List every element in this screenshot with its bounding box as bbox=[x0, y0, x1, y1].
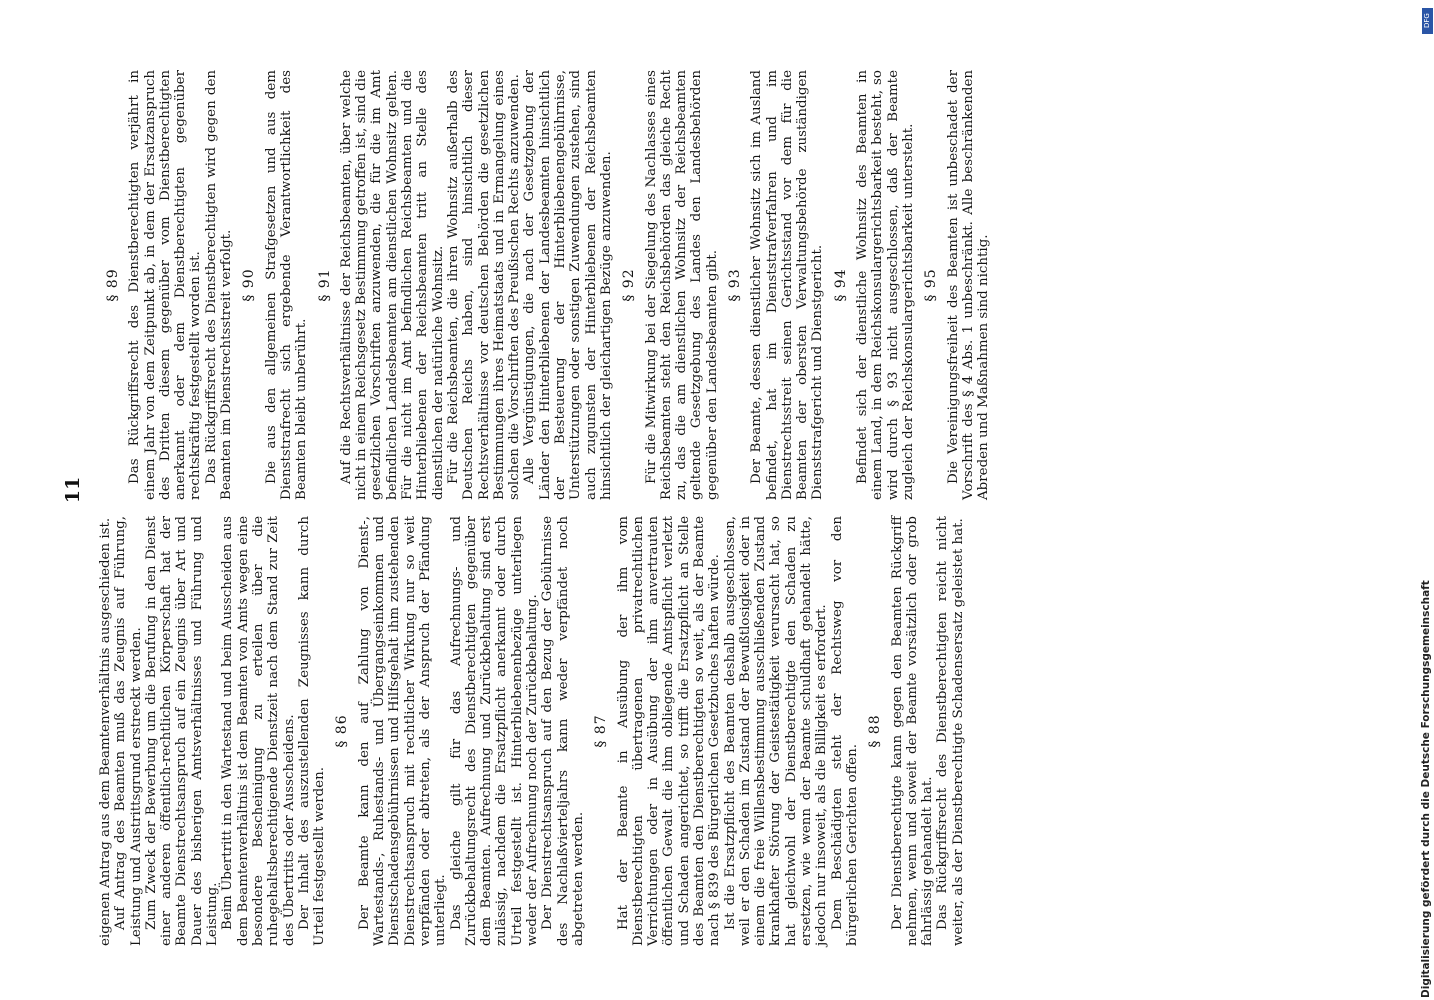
paragraph: Dem Beschädigten steht der Rechtsweg vor den bürgerlichen Gerichten offen. bbox=[829, 516, 860, 946]
page-number: 11 bbox=[62, 476, 84, 504]
paragraph: Die Vereinigungsfreiheit des Beamten ist unbeschadet der Vorschrift des § 4 Abs. 1 unbeschränkt. Alle beschränkenden Abreden und Maßnahmen sind nichtig. bbox=[945, 70, 992, 500]
digitization-notice: Digitalisierung gefördert durch die Deutsche Forschungsgemeinschaft bbox=[1420, 580, 1432, 998]
paragraph: Das Rückgriffsrecht des Dienstberechtigten verjährt in einem Jahr von dem Zeitpunkt ab, in dem der Ersatzanspruch des Dritten diesem gegenüber vom Dienstberechtigten anerkannt oder dem Dienstberechtigten gegenüber rechtskräftig festgestellt worden ist. bbox=[127, 70, 204, 500]
paragraph: Hat der Beamte in Ausübung der ihm vom Dienstberechtigten übertragenen privatrechtlichen Verrichtungen oder in Ausübung der ihm anvertrauten öffentlichen Gewalt die ihm obliegende Amtspflicht verletzt und Schaden angerichtet, so trifft die Ersatzpflicht an Stelle des Beamten den Dienstberechtigten so weit, als der Beamte nach § 839 des Bürgerlichen Gesetzbuches haften würde. bbox=[615, 516, 723, 946]
paragraph: Die aus den allgemeinen Strafgesetzen und aus dem Dienststrafrecht sich ergebende Verantwortlichkeit des Beamten bleibt unberührt. bbox=[263, 70, 310, 500]
paragraph: Der Beamte kann den auf Zahlung von Dienst-, Wartestands-, Ruhestands- und Übergangseinkommen und Dienstschadensgebührnissen und Hilfsgehalt ihm zustehenden Dienstrechtsanspruch mit rechtlicher Wirkung nur so weit verpfänden oder abtreten, als der Anspruch der Pfändung unterliegt. bbox=[356, 516, 449, 946]
section-heading-93: § 93 bbox=[726, 268, 743, 302]
middle-column bbox=[98, 70, 991, 500]
left-column bbox=[98, 516, 966, 946]
section-heading-95: § 95 bbox=[923, 268, 940, 302]
paragraph: eigenen Antrag aus dem Beamtenverhältnis ausgeschieden ist. bbox=[98, 517, 113, 946]
section-heading-89: § 89 bbox=[105, 268, 121, 302]
paragraph: Der Dienstrechtsanspruch auf den Bezug der Gebührnisse des Nachlaßvierteljahrs kann weder verpfändet noch abgetreten werden. bbox=[540, 516, 586, 946]
paragraph: Beim Übertritt in den Wartestand und beim Ausscheiden aus dem Beamtenverhältnis ist dem Beamten von Amts wegen eine besondere Bescheinigung zu erteilen über die ruhegehaltsberechtigende Dienstzeit nach dem Stand zur Zeit des Übertritts oder Ausscheidens. bbox=[220, 516, 297, 946]
paragraph: Auf die Rechtsverhältnisse der Reichsbeamten, über welche nicht in einem Reichsgesetz Bestimmung getroffen ist, sind die gesetzlichen Vorschriften anzuwenden, die für die im Amt befindlichen Landesbeamten am dienstlichen Wohnsitz gelten. Für die nicht im Amt befindlichen Reichsbeamten und die Hinterbliebenen der Reichsbeamten tritt an Stelle des dienstlichen der natürliche Wohnsitz. bbox=[338, 70, 446, 500]
paragraph: Der Dienstberechtigte kann gegen den Beamten Rückgriff nehmen, wenn und soweit der Beamte vorsätzlich oder grob fahrlässig gehandelt hat. bbox=[889, 516, 936, 946]
paragraph: Auf Antrag des Beamten muß das Zeugnis auf Führung, Leistung und Austrittsgrund erstreckt werden. bbox=[113, 516, 144, 946]
section-heading-91: § 91 bbox=[316, 268, 333, 302]
section-heading-90: § 90 bbox=[241, 268, 258, 302]
dfg-logo: DFG bbox=[1422, 8, 1433, 34]
section-heading-94: § 94 bbox=[832, 268, 849, 302]
paragraph: Ist die Ersatzpflicht des Beamten deshalb ausgeschlossen, weil er den Schaden im Zustand der Bewußtlosigkeit oder in einem die freie Willensbestimmung ausschließenden Zustand krankhafter Störung der Geistestätigkeit verursacht hat, so hat gleichwohl der Dienstberechtigte den Schaden zu ersetzen, wie wenn der Beamte schuldhaft gehandelt hätte, jedoch nur insoweit, als die Billigkeit es erfordert. bbox=[722, 516, 830, 946]
paragraph: Für die Reichsbeamten, die ihren Wohnsitz außerhalb des Deutschen Reichs haben, sind hinsichtlich dieser Rechtsverhältnisse vor deutschen Behörden die gesetzlichen Bestimmungen ihres Heimatstaats und in Ermangelung eines solchen die Vorschriften des Preußischen Rechts anzuwenden. bbox=[445, 70, 523, 500]
section-heading-88: § 88 bbox=[867, 714, 884, 748]
paragraph: Für die Mitwirkung bei der Siegelung des Nachlasses eines Reichsbeamten steht den Reichsbehörden das gleiche Recht zu, das die am dienstlichen Wohnsitz der Reichsbeamten geltende Gesetzgebung des Landes den Landesbehörden gegenüber den Landesbeamten gibt. bbox=[643, 70, 720, 500]
paragraph: Zum Zweck der Bewerbung um die Berufung in den Dienst einer anderen öffentlich-rechtlichen Körperschaft hat der Beamte Dienstrechtsanspruch auf ein Zeugnis über Art und Dauer des bisherigen Amtsverhältnisses und Führung und Leistung. bbox=[143, 516, 221, 946]
paragraph: Der Inhalt des auszustellenden Zeugnisses kann durch Urteil festgestellt werden. bbox=[296, 516, 328, 946]
paragraph: Der Beamte, dessen dienstlicher Wohnsitz sich im Ausland befindet, hat im Dienststrafverfahren und im Dienstrechtsstreit seinen Gerichtsstand vor dem für die Beamten der obersten Verwaltungsbehörde zuständigen Dienststrafgericht und Dienstgericht. bbox=[749, 70, 826, 500]
paragraph: Das Rückgriffsrecht des Dienstberechtigten wird gegen den Beamten im Dienstrechtsstreit verfolgt. bbox=[203, 70, 235, 500]
paragraph: Alle Vergünstigungen, die nach der Gesetzgebung der Länder den Hinterbliebenen der Landesbeamten hinsichtlich der Besteuerung der Hinterbliebenengebührnisse, Unterstützungen oder sonstigen Zuwendungen zustehen, sind auch zugunsten der Hinterbliebenen der Reichsbeamten hinsichtlich der gleichartigen Bezüge anzuwenden. bbox=[522, 70, 614, 500]
section-heading-86: § 86 bbox=[334, 714, 351, 748]
paragraph: Das Rückgriffsrecht des Dienstberechtigten reicht nicht weiter, als der Dienstberechtigte Schadensersatz geleistet hat. bbox=[935, 516, 966, 946]
paragraph: Befindet sich der dienstliche Wohnsitz des Beamten in einem Land, in dem Reichskonsulargerichtsbarkeit besteht, so wird durch § 93 nicht ausgeschlossen, daß der Beamte zugleich der Reichskonsulargerichtsbarkeit untersteht. bbox=[855, 70, 916, 500]
section-heading-87: § 87 bbox=[593, 714, 610, 748]
paragraph: Das gleiche gilt für das Aufrechnungs- und Zurückbehaltungsrecht des Dienstberechtigten gegenüber dem Beamten. Aufrechnung und Zurückbehaltung sind erst zulässig, nachdem die Ersatzpflicht anerkannt oder durch Urteil festgestellt ist. Hinterbliebenenbezüge unterliegen weder der Aufrechnung noch der Zurückbehaltung. bbox=[448, 516, 541, 946]
section-heading-92: § 92 bbox=[621, 268, 638, 302]
